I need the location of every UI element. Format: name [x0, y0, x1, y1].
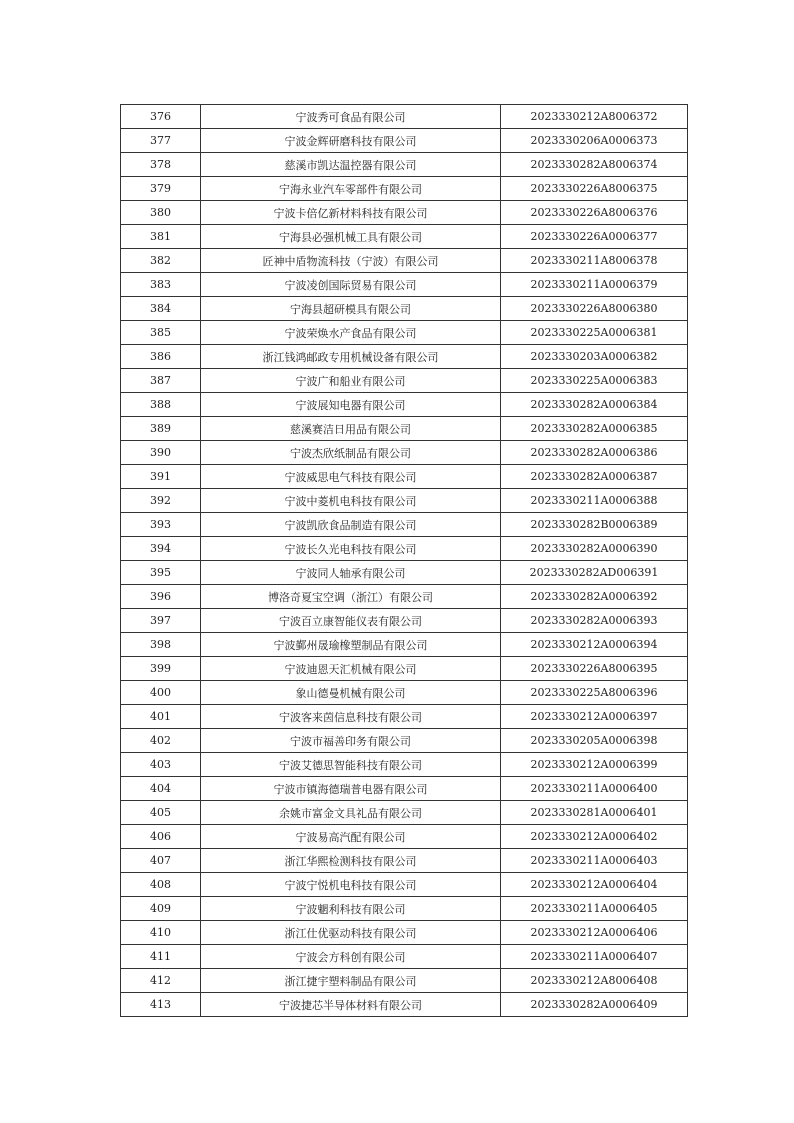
registration-code-cell: 2023330225A8006396 [501, 681, 688, 705]
row-number-cell: 395 [121, 561, 201, 585]
registration-code-cell: 2023330205A0006398 [501, 729, 688, 753]
registration-code-cell: 2023330211A0006403 [501, 849, 688, 873]
table-row [121, 681, 688, 705]
row-number-cell: 389 [121, 417, 201, 441]
company-name-cell: 慈溪市凯达温控器有限公司 [201, 153, 501, 177]
table-row [121, 105, 688, 129]
table-body [121, 105, 688, 1017]
table-row [121, 177, 688, 201]
company-name-cell: 匠神中盾物流科技（宁波）有限公司 [201, 249, 501, 273]
table-row [121, 825, 688, 849]
registration-code-cell: 2023330282B0006389 [501, 513, 688, 537]
company-name-cell: 宁海县超研模具有限公司 [201, 297, 501, 321]
company-name-cell: 宁波市镇海德瑞普电器有限公司 [201, 777, 501, 801]
table-row [121, 849, 688, 873]
registration-code-cell: 2023330226A8006375 [501, 177, 688, 201]
registration-code-cell: 2023330282A0006385 [501, 417, 688, 441]
company-name-cell: 宁波卡倍亿新材料科技有限公司 [201, 201, 501, 225]
row-number-cell: 381 [121, 225, 201, 249]
table-row [121, 537, 688, 561]
company-name-cell: 宁波会方科创有限公司 [201, 945, 501, 969]
row-number-cell: 401 [121, 705, 201, 729]
company-name-cell: 宁波捷芯半导体材料有限公司 [201, 993, 501, 1017]
table-row [121, 969, 688, 993]
company-name-cell: 慈溪赛洁日用品有限公司 [201, 417, 501, 441]
company-name-cell: 宁波迪恩天汇机械有限公司 [201, 657, 501, 681]
registration-code-cell: 2023330282A0006387 [501, 465, 688, 489]
company-name-cell: 余姚市富金文具礼品有限公司 [201, 801, 501, 825]
row-number-cell: 388 [121, 393, 201, 417]
company-name-cell: 宁波鄞州晟瑜橡塑制品有限公司 [201, 633, 501, 657]
company-name-cell: 博洛奇夏宝空调（浙江）有限公司 [201, 585, 501, 609]
row-number-cell: 407 [121, 849, 201, 873]
row-number-cell: 383 [121, 273, 201, 297]
table-row [121, 417, 688, 441]
registration-code-cell: 2023330226A0006377 [501, 225, 688, 249]
table-row [121, 201, 688, 225]
registration-code-cell: 2023330212A0006394 [501, 633, 688, 657]
table-row [121, 297, 688, 321]
row-number-cell: 410 [121, 921, 201, 945]
registration-code-cell: 2023330212A8006372 [501, 105, 688, 129]
company-name-cell: 宁波易高汽配有限公司 [201, 825, 501, 849]
company-name-cell: 宁海永业汽车零部件有限公司 [201, 177, 501, 201]
row-number-cell: 412 [121, 969, 201, 993]
company-name-cell: 宁波魍利科技有限公司 [201, 897, 501, 921]
registration-code-cell: 2023330212A0006404 [501, 873, 688, 897]
company-name-cell: 宁海县必强机械工具有限公司 [201, 225, 501, 249]
registration-code-cell: 2023330282A0006392 [501, 585, 688, 609]
row-number-cell: 392 [121, 489, 201, 513]
table-row [121, 369, 688, 393]
table-row [121, 873, 688, 897]
table-row [121, 273, 688, 297]
table-row [121, 753, 688, 777]
registration-code-cell: 2023330226A8006395 [501, 657, 688, 681]
table-row [121, 345, 688, 369]
registration-code-cell: 2023330282A0006390 [501, 537, 688, 561]
company-name-cell: 宁波秀可食品有限公司 [201, 105, 501, 129]
registration-code-cell: 2023330212A0006402 [501, 825, 688, 849]
row-number-cell: 406 [121, 825, 201, 849]
company-name-cell: 宁波艾德思智能科技有限公司 [201, 753, 501, 777]
table-row [121, 153, 688, 177]
table-row [121, 465, 688, 489]
table-row [121, 705, 688, 729]
registration-code-cell: 2023330282A0006393 [501, 609, 688, 633]
row-number-cell: 404 [121, 777, 201, 801]
table-row [121, 633, 688, 657]
registration-code-cell: 2023330211A0006405 [501, 897, 688, 921]
registration-code-cell: 2023330212A0006406 [501, 921, 688, 945]
company-name-cell: 浙江捷宇塑料制品有限公司 [201, 969, 501, 993]
table-row [121, 609, 688, 633]
company-name-cell: 宁波同人轴承有限公司 [201, 561, 501, 585]
registration-code-cell: 2023330212A0006399 [501, 753, 688, 777]
company-name-cell: 宁波展知电器有限公司 [201, 393, 501, 417]
registration-code-cell: 2023330206A0006373 [501, 129, 688, 153]
row-number-cell: 384 [121, 297, 201, 321]
table-row [121, 897, 688, 921]
table-row [121, 729, 688, 753]
row-number-cell: 394 [121, 537, 201, 561]
company-name-cell: 宁波威思电气科技有限公司 [201, 465, 501, 489]
registration-code-cell: 2023330212A8006408 [501, 969, 688, 993]
registration-code-cell: 2023330282AD006391 [501, 561, 688, 585]
row-number-cell: 408 [121, 873, 201, 897]
table-row [121, 129, 688, 153]
table-row [121, 393, 688, 417]
company-name-cell: 浙江钱鸿邮政专用机械设备有限公司 [201, 345, 501, 369]
registration-code-cell: 2023330281A0006401 [501, 801, 688, 825]
registration-code-cell: 2023330212A0006397 [501, 705, 688, 729]
row-number-cell: 402 [121, 729, 201, 753]
row-number-cell: 399 [121, 657, 201, 681]
company-name-cell: 象山德曼机械有限公司 [201, 681, 501, 705]
company-list-table [120, 104, 688, 1017]
row-number-cell: 393 [121, 513, 201, 537]
registration-code-cell: 2023330226A8006376 [501, 201, 688, 225]
company-name-cell: 宁波市福善印务有限公司 [201, 729, 501, 753]
table-row [121, 801, 688, 825]
registration-code-cell: 2023330282A0006386 [501, 441, 688, 465]
table-row [121, 441, 688, 465]
table-row [121, 921, 688, 945]
table-row [121, 945, 688, 969]
table-row [121, 225, 688, 249]
registration-code-cell: 2023330211A0006388 [501, 489, 688, 513]
row-number-cell: 411 [121, 945, 201, 969]
row-number-cell: 376 [121, 105, 201, 129]
row-number-cell: 400 [121, 681, 201, 705]
company-name-cell: 宁波杰欣纸制品有限公司 [201, 441, 501, 465]
registration-code-cell: 2023330203A0006382 [501, 345, 688, 369]
registration-code-cell: 2023330282A0006384 [501, 393, 688, 417]
table-row [121, 657, 688, 681]
table-row [121, 489, 688, 513]
table-row [121, 513, 688, 537]
registration-code-cell: 2023330211A0006400 [501, 777, 688, 801]
table-row [121, 585, 688, 609]
table-row [121, 321, 688, 345]
row-number-cell: 397 [121, 609, 201, 633]
company-name-cell: 宁波金辉研磨科技有限公司 [201, 129, 501, 153]
company-name-cell: 宁波百立康智能仪表有限公司 [201, 609, 501, 633]
row-number-cell: 396 [121, 585, 201, 609]
row-number-cell: 378 [121, 153, 201, 177]
company-name-cell: 浙江仕优驱动科技有限公司 [201, 921, 501, 945]
company-name-cell: 宁波荣焕水产食品有限公司 [201, 321, 501, 345]
registration-code-cell: 2023330282A0006409 [501, 993, 688, 1017]
company-name-cell: 宁波中菱机电科技有限公司 [201, 489, 501, 513]
row-number-cell: 390 [121, 441, 201, 465]
company-name-cell: 宁波凯欣食品制造有限公司 [201, 513, 501, 537]
table-row [121, 777, 688, 801]
row-number-cell: 413 [121, 993, 201, 1017]
registration-code-cell: 2023330225A0006383 [501, 369, 688, 393]
company-name-cell: 宁波宁悦机电科技有限公司 [201, 873, 501, 897]
company-name-cell: 宁波客来茵信息科技有限公司 [201, 705, 501, 729]
table-row [121, 561, 688, 585]
row-number-cell: 387 [121, 369, 201, 393]
row-number-cell: 382 [121, 249, 201, 273]
row-number-cell: 377 [121, 129, 201, 153]
company-name-cell: 宁波长久光电科技有限公司 [201, 537, 501, 561]
row-number-cell: 385 [121, 321, 201, 345]
company-name-cell: 宁波广和船业有限公司 [201, 369, 501, 393]
table-row [121, 993, 688, 1017]
registration-code-cell: 2023330226A8006380 [501, 297, 688, 321]
row-number-cell: 409 [121, 897, 201, 921]
row-number-cell: 379 [121, 177, 201, 201]
row-number-cell: 391 [121, 465, 201, 489]
row-number-cell: 386 [121, 345, 201, 369]
row-number-cell: 380 [121, 201, 201, 225]
company-name-cell: 宁波凌创国际贸易有限公司 [201, 273, 501, 297]
row-number-cell: 403 [121, 753, 201, 777]
registration-code-cell: 2023330225A0006381 [501, 321, 688, 345]
registration-code-cell: 2023330211A0006379 [501, 273, 688, 297]
registration-code-cell: 2023330211A8006378 [501, 249, 688, 273]
table-row [121, 249, 688, 273]
row-number-cell: 398 [121, 633, 201, 657]
registration-code-cell: 2023330211A0006407 [501, 945, 688, 969]
registration-code-cell: 2023330282A8006374 [501, 153, 688, 177]
row-number-cell: 405 [121, 801, 201, 825]
company-name-cell: 浙江华熙检测科技有限公司 [201, 849, 501, 873]
